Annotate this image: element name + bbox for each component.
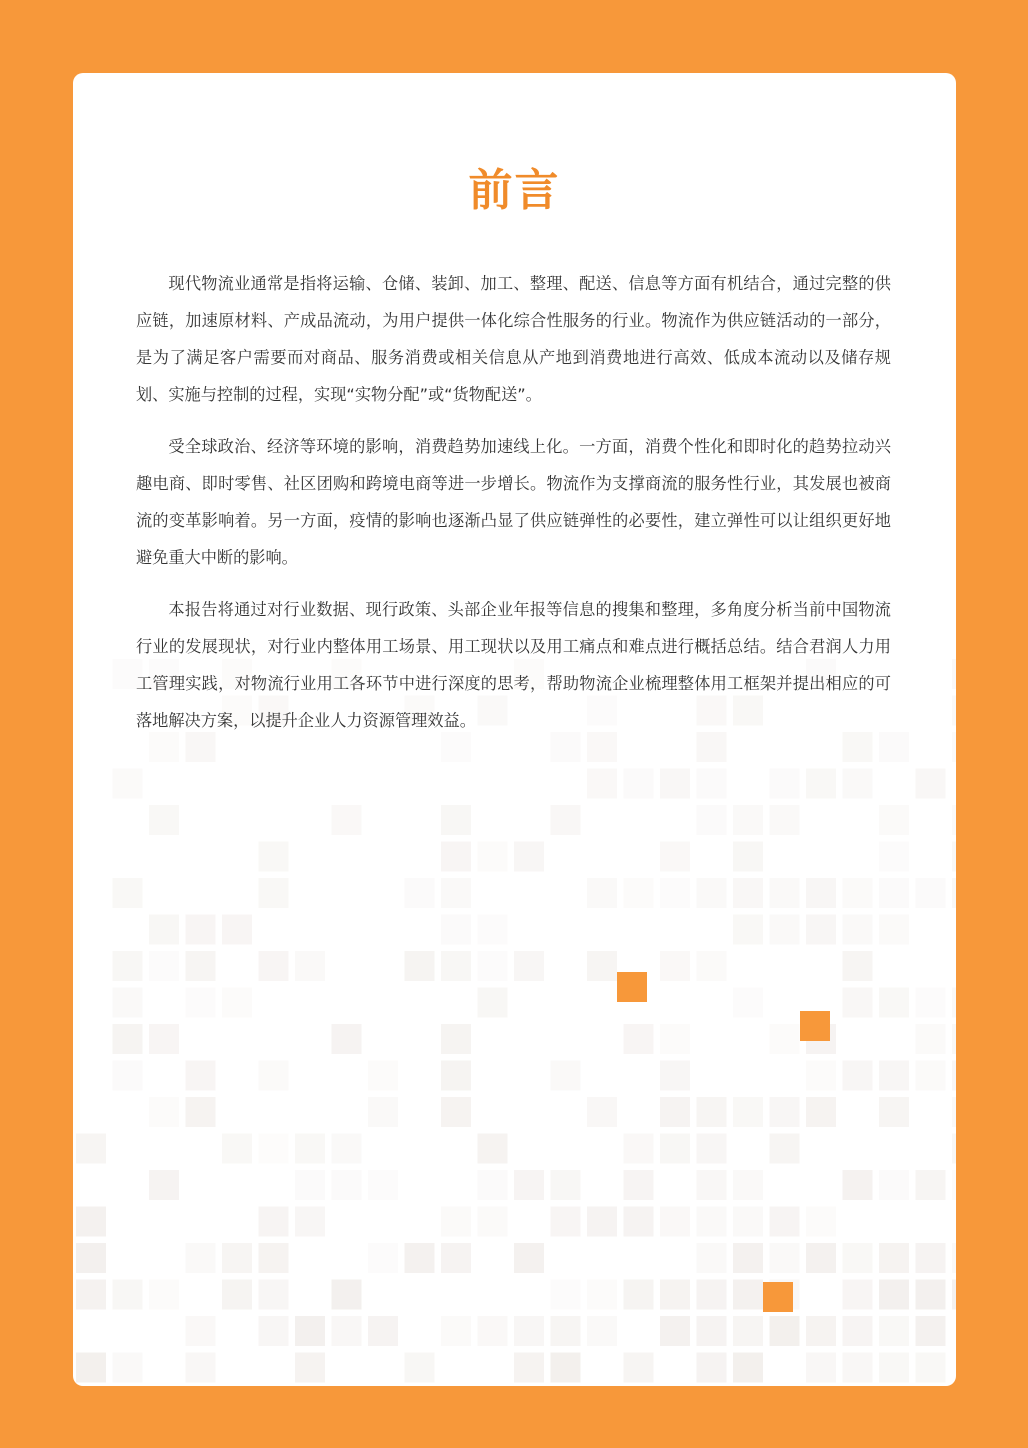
accent-square bbox=[617, 972, 647, 1002]
mosaic-square bbox=[733, 842, 763, 872]
mosaic-square bbox=[660, 1097, 690, 1127]
mosaic-square bbox=[441, 951, 471, 981]
mosaic-square bbox=[441, 1061, 471, 1091]
mosaic-square bbox=[770, 1024, 800, 1054]
mosaic-square bbox=[259, 1280, 289, 1310]
mosaic-square bbox=[806, 1097, 836, 1127]
mosaic-square bbox=[697, 1280, 727, 1310]
mosaic-square bbox=[551, 1316, 581, 1346]
mosaic-square bbox=[879, 805, 909, 835]
mosaic-square bbox=[259, 1243, 289, 1273]
mosaic-square bbox=[514, 842, 544, 872]
mosaic-square bbox=[332, 1024, 362, 1054]
mosaic-square bbox=[733, 1316, 763, 1346]
mosaic-square bbox=[879, 1243, 909, 1273]
mosaic-square bbox=[624, 1207, 654, 1237]
mosaic-square bbox=[843, 769, 873, 799]
mosaic-square bbox=[259, 842, 289, 872]
mosaic-square bbox=[441, 842, 471, 872]
mosaic-square bbox=[916, 769, 946, 799]
mosaic-square bbox=[770, 1316, 800, 1346]
mosaic-square bbox=[770, 1097, 800, 1127]
mosaic-square bbox=[697, 1097, 727, 1127]
mosaic-square bbox=[405, 878, 435, 908]
mosaic-square bbox=[879, 915, 909, 945]
mosaic-square bbox=[843, 988, 873, 1018]
mosaic-square bbox=[916, 1170, 946, 1200]
mosaic-square bbox=[733, 1207, 763, 1237]
mosaic-square bbox=[514, 1243, 544, 1273]
paragraph-3: 本报告将通过对行业数据、现行政策、头部企业年报等信息的搜集和整理，多角度分析当前中国物流行业的发展现状，对行业内整体用工场景、用工现状以及用工痛点和难点进行概括总结。结合君润人力用工管理实践，对物流行业用工各环节中进行深度的思考，帮助物流企业梳理整体用工框架并提出相应的可落地解决方案，以提升企业人力资源管理效益。 bbox=[136, 600, 891, 730]
mosaic-square bbox=[843, 951, 873, 981]
mosaic-square bbox=[952, 696, 956, 726]
mosaic-square bbox=[186, 951, 216, 981]
mosaic-square bbox=[879, 1170, 909, 1200]
mosaic-square bbox=[514, 951, 544, 981]
mosaic-square bbox=[952, 659, 956, 689]
page-title: 前言 bbox=[468, 165, 561, 216]
mosaic-square bbox=[660, 1024, 690, 1054]
mosaic-square bbox=[368, 1170, 398, 1200]
mosaic-square bbox=[879, 1280, 909, 1310]
mosaic-square bbox=[259, 951, 289, 981]
mosaic-square bbox=[624, 1024, 654, 1054]
mosaic-square bbox=[806, 878, 836, 908]
mosaic-square bbox=[879, 842, 909, 872]
mosaic-square bbox=[733, 1243, 763, 1273]
mosaic-square bbox=[733, 1353, 763, 1383]
mosaic-square bbox=[441, 805, 471, 835]
mosaic-square bbox=[952, 1097, 956, 1127]
mosaic-square bbox=[368, 1061, 398, 1091]
mosaic-square bbox=[879, 988, 909, 1018]
mosaic-square bbox=[222, 915, 252, 945]
mosaic-square bbox=[952, 1280, 956, 1310]
mosaic-square bbox=[624, 1134, 654, 1164]
mosaic-square bbox=[879, 1353, 909, 1383]
accent-square bbox=[763, 1282, 793, 1312]
mosaic-square bbox=[295, 1134, 325, 1164]
mosaic-square bbox=[697, 878, 727, 908]
mosaic-square bbox=[478, 951, 508, 981]
mosaic-square bbox=[916, 1243, 946, 1273]
mosaic-square bbox=[697, 1207, 727, 1237]
mosaic-square bbox=[186, 915, 216, 945]
mosaic-square bbox=[441, 915, 471, 945]
mosaic-square bbox=[697, 1316, 727, 1346]
mosaic-square bbox=[478, 1134, 508, 1164]
mosaic-square bbox=[952, 1243, 956, 1273]
mosaic-square bbox=[113, 769, 143, 799]
mosaic-square bbox=[843, 1061, 873, 1091]
mosaic-square bbox=[368, 1097, 398, 1127]
mosaic-square bbox=[186, 988, 216, 1018]
mosaic-square bbox=[916, 878, 946, 908]
mosaic-square bbox=[259, 1061, 289, 1091]
mosaic-square bbox=[733, 878, 763, 908]
mosaic-square bbox=[879, 1316, 909, 1346]
mosaic-square bbox=[113, 1353, 143, 1383]
mosaic-square bbox=[697, 951, 727, 981]
mosaic-square bbox=[952, 1024, 956, 1054]
mosaic-square bbox=[843, 1170, 873, 1200]
mosaic-square bbox=[660, 1207, 690, 1237]
mosaic-square bbox=[259, 878, 289, 908]
mosaic-square bbox=[76, 1134, 106, 1164]
mosaic-square bbox=[587, 769, 617, 799]
mosaic-square bbox=[697, 1170, 727, 1200]
mosaic-square bbox=[113, 1061, 143, 1091]
mosaic-square bbox=[770, 805, 800, 835]
mosaic-square bbox=[624, 769, 654, 799]
mosaic-square bbox=[441, 1243, 471, 1273]
mosaic-square bbox=[952, 878, 956, 908]
mosaic-square bbox=[660, 878, 690, 908]
mosaic-square bbox=[441, 1316, 471, 1346]
mosaic-square bbox=[916, 1061, 946, 1091]
paragraph-1: 现代物流业通常是指将运输、仓储、装卸、加工、整理、配送、信息等方面有机结合，通过完整的供应链，加速原材料、产成品流动，为用户提供一体化综合性服务的行业。物流作为供应链活动的一部分，是为了满足客户需要而对商品、服务消费或相关信息从产地到消费地进行高效、低成本流动以及储存规划、实施与控制的过程，实现“实物分配”或“货物配送”。 bbox=[136, 274, 891, 404]
mosaic-square bbox=[916, 1280, 946, 1310]
mosaic-square bbox=[587, 1316, 617, 1346]
mosaic-square bbox=[149, 951, 179, 981]
mosaic-square bbox=[441, 1097, 471, 1127]
mosaic-square bbox=[332, 1170, 362, 1200]
mosaic-square bbox=[551, 1061, 581, 1091]
mosaic-square bbox=[770, 1243, 800, 1273]
mosaic-square bbox=[149, 805, 179, 835]
mosaic-square bbox=[879, 878, 909, 908]
accent-square bbox=[800, 1011, 830, 1041]
mosaic-square bbox=[660, 951, 690, 981]
mosaic-square bbox=[222, 1280, 252, 1310]
mosaic-square bbox=[806, 915, 836, 945]
mosaic-square bbox=[733, 988, 763, 1018]
mosaic-square bbox=[587, 878, 617, 908]
mosaic-square bbox=[149, 915, 179, 945]
mosaic-square bbox=[405, 1353, 435, 1383]
mosaic-square bbox=[149, 1097, 179, 1127]
mosaic-square bbox=[514, 1170, 544, 1200]
mosaic-square bbox=[660, 1134, 690, 1164]
mosaic-square bbox=[551, 1353, 581, 1383]
mosaic-square bbox=[295, 1207, 325, 1237]
mosaic-square bbox=[186, 1316, 216, 1346]
mosaic-square bbox=[478, 988, 508, 1018]
mosaic-square bbox=[952, 1134, 956, 1164]
mosaic-square bbox=[113, 1024, 143, 1054]
mosaic-square bbox=[806, 1207, 836, 1237]
mosaic-square bbox=[770, 878, 800, 908]
mosaic-square bbox=[551, 1207, 581, 1237]
mosaic-square bbox=[295, 1170, 325, 1200]
mosaic-square bbox=[441, 1024, 471, 1054]
mosaic-square bbox=[259, 1316, 289, 1346]
mosaic-square bbox=[295, 1353, 325, 1383]
mosaic-square bbox=[149, 1170, 179, 1200]
mosaic-square bbox=[186, 1353, 216, 1383]
mosaic-square bbox=[697, 1243, 727, 1273]
mosaic-square bbox=[113, 878, 143, 908]
mosaic-square bbox=[806, 1353, 836, 1383]
mosaic-square bbox=[368, 1316, 398, 1346]
mosaic-square bbox=[113, 1280, 143, 1310]
mosaic-square bbox=[259, 1134, 289, 1164]
mosaic-square bbox=[806, 1061, 836, 1091]
preface-body bbox=[136, 265, 891, 754]
mosaic-square bbox=[916, 1024, 946, 1054]
mosaic-square bbox=[843, 915, 873, 945]
mosaic-square bbox=[551, 1170, 581, 1200]
mosaic-square bbox=[733, 1097, 763, 1127]
mosaic-square bbox=[843, 1353, 873, 1383]
mosaic-square bbox=[478, 1207, 508, 1237]
mosaic-square bbox=[660, 1061, 690, 1091]
mosaic-square bbox=[587, 1280, 617, 1310]
mosaic-square bbox=[222, 1243, 252, 1273]
mosaic-square bbox=[186, 1097, 216, 1127]
mosaic-square bbox=[952, 732, 956, 762]
mosaic-square bbox=[624, 1353, 654, 1383]
mosaic-square bbox=[295, 1316, 325, 1346]
mosaic-square bbox=[551, 1280, 581, 1310]
mosaic-square bbox=[770, 769, 800, 799]
mosaic-square bbox=[76, 1243, 106, 1273]
mosaic-square bbox=[222, 988, 252, 1018]
mosaic-square bbox=[952, 842, 956, 872]
mosaic-square bbox=[149, 1280, 179, 1310]
mosaic-square bbox=[441, 878, 471, 908]
mosaic-square bbox=[624, 878, 654, 908]
mosaic-square bbox=[697, 769, 727, 799]
mosaic-square bbox=[806, 1243, 836, 1273]
mosaic-square bbox=[332, 1280, 362, 1310]
mosaic-square bbox=[186, 1243, 216, 1273]
mosaic-square bbox=[952, 805, 956, 835]
mosaic-square bbox=[952, 988, 956, 1018]
mosaic-square bbox=[660, 769, 690, 799]
mosaic-square bbox=[843, 1243, 873, 1273]
paragraph-2: 受全球政治、经济等环境的影响，消费趋势加速线上化。一方面，消费个性化和即时化的趋势拉动兴趣电商、即时零售、社区团购和跨境电商等进一步增长。物流作为支撑商流的服务性行业，其发展也被商流的变革影响着。另一方面，疫情的影响也逐渐凸显了供应链弹性的必要性，建立弹性可以让组织更好地避免重大中断的影响。 bbox=[136, 437, 891, 567]
mosaic-square bbox=[806, 769, 836, 799]
mosaic-square bbox=[697, 1353, 727, 1383]
mosaic-square bbox=[478, 915, 508, 945]
mosaic-square bbox=[952, 1061, 956, 1091]
mosaic-square bbox=[624, 1280, 654, 1310]
mosaic-square bbox=[806, 1316, 836, 1346]
mosaic-square bbox=[514, 1353, 544, 1383]
mosaic-square bbox=[478, 1170, 508, 1200]
mosaic-square bbox=[405, 1243, 435, 1273]
mosaic-square bbox=[843, 878, 873, 908]
mosaic-square bbox=[770, 1207, 800, 1237]
mosaic-square bbox=[733, 1280, 763, 1310]
mosaic-square bbox=[478, 842, 508, 872]
mosaic-square bbox=[76, 1353, 106, 1383]
mosaic-square bbox=[332, 1316, 362, 1346]
mosaic-square bbox=[843, 1280, 873, 1310]
mosaic-square bbox=[368, 1243, 398, 1273]
mosaic-square bbox=[697, 805, 727, 835]
mosaic-square bbox=[113, 988, 143, 1018]
mosaic-square bbox=[551, 805, 581, 835]
mosaic-square bbox=[624, 1170, 654, 1200]
mosaic-square bbox=[332, 1134, 362, 1164]
mosaic-square bbox=[149, 1024, 179, 1054]
mosaic-square bbox=[587, 951, 617, 981]
mosaic-square bbox=[660, 1316, 690, 1346]
mosaic-square bbox=[259, 1207, 289, 1237]
mosaic-square bbox=[514, 1316, 544, 1346]
mosaic-square bbox=[76, 1207, 106, 1237]
mosaic-square bbox=[879, 1097, 909, 1127]
mosaic-square bbox=[113, 951, 143, 981]
mosaic-square bbox=[733, 1170, 763, 1200]
mosaic-square bbox=[952, 1170, 956, 1200]
mosaic-square bbox=[879, 1061, 909, 1091]
mosaic-square bbox=[587, 1207, 617, 1237]
mosaic-square bbox=[587, 1097, 617, 1127]
mosaic-square bbox=[76, 1280, 106, 1310]
mosaic-square bbox=[916, 1316, 946, 1346]
mosaic-square bbox=[478, 1316, 508, 1346]
mosaic-square bbox=[770, 1134, 800, 1164]
mosaic-square bbox=[186, 1061, 216, 1091]
mosaic-square bbox=[222, 1134, 252, 1164]
mosaic-square bbox=[332, 805, 362, 835]
mosaic-square bbox=[733, 805, 763, 835]
mosaic-square bbox=[660, 1280, 690, 1310]
mosaic-square bbox=[733, 915, 763, 945]
mosaic-square bbox=[843, 1316, 873, 1346]
mosaic-square bbox=[441, 1207, 471, 1237]
page-card bbox=[73, 73, 956, 1386]
mosaic-square bbox=[770, 915, 800, 945]
mosaic-square bbox=[295, 951, 325, 981]
mosaic-square bbox=[405, 951, 435, 981]
mosaic-square bbox=[916, 1353, 946, 1383]
mosaic-square bbox=[660, 842, 690, 872]
mosaic-square bbox=[916, 988, 946, 1018]
mosaic-square bbox=[697, 1134, 727, 1164]
